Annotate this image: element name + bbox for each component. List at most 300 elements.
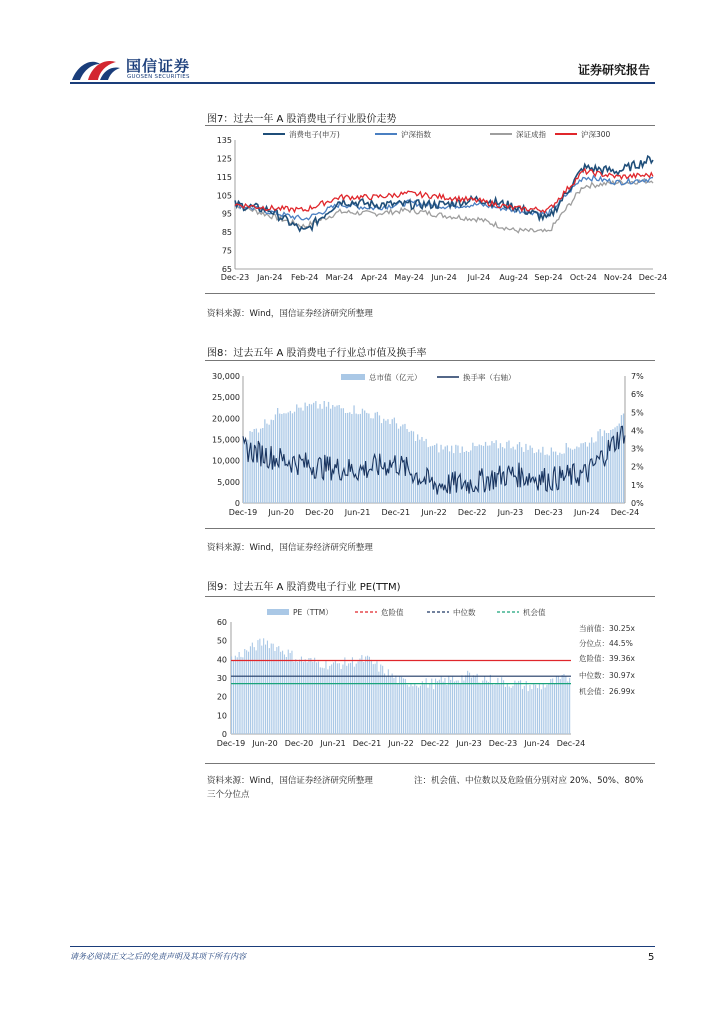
page-number: 5 bbox=[648, 952, 655, 963]
market-cap-bar bbox=[328, 402, 329, 503]
pe-bar bbox=[358, 661, 359, 734]
x-tick-label: Dec-21 bbox=[381, 508, 411, 517]
pe-bar bbox=[295, 659, 296, 734]
pe-bar bbox=[469, 673, 470, 734]
market-cap-bar bbox=[595, 442, 596, 504]
pe-bar bbox=[356, 664, 357, 734]
pe-bar bbox=[518, 681, 519, 734]
pe-bar bbox=[450, 680, 451, 734]
y-tick-label: 75 bbox=[221, 246, 232, 256]
pe-bar bbox=[439, 680, 440, 734]
pe-bar bbox=[397, 684, 398, 734]
market-cap-bar bbox=[434, 445, 435, 503]
market-cap-bar bbox=[368, 414, 369, 504]
pe-bar bbox=[231, 657, 232, 735]
pe-bar bbox=[342, 665, 343, 735]
fig9-note-line1: 注：机会值、中位数以及危险值分别对应 20%、50%、80% bbox=[414, 776, 644, 786]
x-tick-label: Dec-23 bbox=[220, 273, 250, 282]
legend-label: 危险值 bbox=[381, 608, 404, 617]
market-cap-bar bbox=[508, 441, 509, 504]
pe-bar bbox=[535, 685, 536, 734]
pe-bar bbox=[257, 640, 258, 734]
x-tick-label: Jun-24 bbox=[431, 273, 457, 282]
market-cap-bar bbox=[532, 448, 533, 503]
pe-bar bbox=[267, 641, 268, 734]
pe-bar bbox=[327, 669, 328, 734]
pe-bar bbox=[533, 684, 534, 734]
pe-bar bbox=[505, 687, 506, 734]
pe-bar bbox=[484, 677, 485, 735]
x-tick-label: Jun-21 bbox=[344, 508, 371, 517]
left-y-tick-label: 15,000 bbox=[212, 435, 240, 445]
pe-bar bbox=[395, 676, 396, 735]
fig9-top-rule bbox=[205, 596, 655, 597]
pe-bar bbox=[501, 677, 502, 734]
market-cap-bar bbox=[623, 414, 624, 504]
market-cap-bar bbox=[385, 421, 386, 503]
pe-bar bbox=[514, 681, 515, 734]
pe-bar bbox=[308, 658, 309, 734]
pe-bar bbox=[307, 662, 308, 734]
pe-bar bbox=[331, 664, 332, 734]
pe-bar bbox=[265, 645, 266, 734]
pe-bar bbox=[341, 669, 342, 734]
pe-bar bbox=[409, 687, 410, 734]
x-tick-label: Dec-20 bbox=[305, 508, 334, 517]
market-cap-bar bbox=[309, 404, 310, 503]
x-tick-label: Mar-24 bbox=[325, 273, 354, 282]
pe-bar bbox=[299, 660, 300, 734]
market-cap-bar bbox=[366, 413, 367, 503]
pe-bar bbox=[548, 684, 549, 735]
pe-bar bbox=[401, 677, 402, 734]
fig8-title: 图8：过去五年 A 股消费电子行业总市值及换手率 bbox=[207, 348, 427, 359]
x-tick-label: Jan-24 bbox=[257, 273, 283, 282]
pe-bar bbox=[286, 657, 287, 734]
market-cap-bar bbox=[496, 440, 497, 503]
x-tick-label: Dec-20 bbox=[284, 739, 314, 748]
market-cap-bar bbox=[423, 441, 424, 503]
market-cap-bar bbox=[290, 411, 291, 503]
footer-disclaimer: 请务必阅读正文之后的免责声明及其项下所有内容 bbox=[70, 952, 246, 961]
market-cap-bar bbox=[285, 413, 286, 503]
x-tick-label: Dec-23 bbox=[488, 739, 518, 748]
pe-bar bbox=[520, 680, 521, 734]
x-tick-label: Jun-21 bbox=[320, 739, 346, 748]
pe-bar bbox=[437, 681, 438, 734]
pe-bar bbox=[239, 652, 240, 734]
x-tick-label: Jun-22 bbox=[388, 739, 414, 748]
pe-bar bbox=[441, 677, 442, 734]
pe-bar bbox=[552, 679, 553, 735]
market-cap-bar bbox=[476, 446, 477, 503]
pe-bar bbox=[365, 657, 366, 735]
x-tick-label: Nov-24 bbox=[603, 273, 633, 282]
market-cap-bar bbox=[326, 407, 327, 503]
market-cap-bar bbox=[474, 446, 475, 503]
market-cap-bar bbox=[256, 429, 257, 503]
x-tick-label: Jun-24 bbox=[574, 508, 600, 517]
right-y-tick-label: 6% bbox=[631, 390, 644, 400]
market-cap-bar bbox=[487, 446, 488, 503]
pe-bar bbox=[546, 685, 547, 734]
market-cap-bar bbox=[277, 408, 278, 503]
pe-bar bbox=[259, 639, 260, 734]
market-cap-bar bbox=[402, 425, 403, 504]
market-cap-bar bbox=[360, 414, 361, 503]
legend-label: 沪深300 bbox=[581, 130, 611, 139]
market-cap-bar bbox=[307, 406, 308, 503]
x-tick-label: Apr-24 bbox=[361, 273, 388, 282]
y-tick-label: 30 bbox=[216, 674, 227, 683]
x-tick-label: Dec-22 bbox=[420, 739, 450, 748]
pe-bar bbox=[312, 662, 313, 734]
pe-bar bbox=[237, 657, 238, 734]
market-cap-bar bbox=[551, 448, 552, 504]
pe-bar bbox=[418, 688, 419, 734]
right-y-tick-label: 1% bbox=[631, 480, 644, 490]
y-tick-label: 135 bbox=[216, 136, 232, 145]
legend-label: 中位数 bbox=[453, 608, 476, 617]
fig9-source: 资料来源：Wind，国信证券经济研究所整理 bbox=[207, 776, 373, 786]
legend-swatch bbox=[341, 374, 365, 380]
pe-bar bbox=[392, 674, 393, 735]
pe-bar bbox=[431, 679, 432, 734]
pe-bar bbox=[369, 657, 370, 734]
market-cap-bar bbox=[534, 453, 535, 503]
pe-bar bbox=[511, 688, 512, 734]
market-cap-bar bbox=[362, 409, 363, 503]
pe-bar bbox=[567, 682, 568, 735]
market-cap-bar bbox=[249, 431, 250, 503]
market-cap-bar bbox=[296, 404, 297, 503]
pe-bar bbox=[471, 678, 472, 734]
x-tick-label: Jun-20 bbox=[268, 508, 294, 517]
pe-bar bbox=[250, 646, 251, 734]
market-cap-bar bbox=[430, 446, 431, 503]
pe-bar bbox=[494, 685, 495, 734]
right-y-tick-label: 3% bbox=[631, 444, 644, 454]
pe-bar bbox=[560, 679, 561, 734]
pe-bar bbox=[297, 662, 298, 734]
pe-bar bbox=[244, 649, 245, 734]
pe-bar bbox=[554, 684, 555, 734]
x-tick-label: Aug-24 bbox=[499, 273, 529, 282]
market-cap-bar bbox=[443, 450, 444, 504]
market-cap-bar bbox=[341, 408, 342, 503]
market-cap-bar bbox=[319, 404, 320, 503]
market-cap-bar bbox=[288, 412, 289, 503]
pe-bar bbox=[384, 674, 385, 735]
market-cap-bar bbox=[311, 404, 312, 503]
fig7-top-rule bbox=[205, 125, 655, 126]
pe-bar bbox=[499, 684, 500, 734]
fig8-combo-chart bbox=[205, 364, 657, 524]
pe-annotation: 分位点：44.5% bbox=[579, 639, 633, 648]
market-cap-bar bbox=[421, 437, 422, 503]
pe-bar bbox=[375, 664, 376, 734]
pe-bar bbox=[314, 658, 315, 734]
guosen-logo bbox=[70, 52, 122, 84]
series-line-0 bbox=[235, 156, 653, 231]
pe-bar bbox=[524, 686, 525, 734]
left-y-tick-label: 0 bbox=[234, 499, 240, 508]
market-cap-bar bbox=[332, 405, 333, 503]
series-line-3 bbox=[235, 169, 653, 213]
pe-bar bbox=[261, 646, 262, 734]
market-cap-bar bbox=[576, 447, 577, 504]
report-type: 证券研究报告 bbox=[578, 63, 651, 77]
pe-bar bbox=[405, 679, 406, 734]
pe-bar bbox=[242, 657, 243, 734]
market-cap-bar bbox=[489, 445, 490, 503]
right-y-tick-label: 4% bbox=[631, 426, 644, 436]
pe-bar bbox=[388, 669, 389, 734]
market-cap-bar bbox=[349, 412, 350, 503]
pe-bar bbox=[320, 667, 321, 734]
x-tick-label: May-24 bbox=[394, 273, 424, 282]
pe-bar bbox=[507, 683, 508, 734]
market-cap-bar bbox=[417, 434, 418, 503]
market-cap-bar bbox=[597, 431, 598, 503]
pe-bar bbox=[512, 686, 513, 734]
pe-bar bbox=[458, 680, 459, 734]
y-tick-label: 105 bbox=[216, 191, 232, 201]
pe-annotation: 机会值：26.99x bbox=[579, 687, 635, 696]
pe-annotation: 危险值：39.36x bbox=[579, 654, 635, 663]
pe-bar bbox=[367, 656, 368, 734]
pe-bar bbox=[454, 682, 455, 735]
x-tick-label: Dec-24 bbox=[556, 739, 586, 748]
market-cap-bar bbox=[557, 455, 558, 503]
right-y-tick-label: 5% bbox=[631, 408, 644, 418]
market-cap-bar bbox=[468, 452, 469, 503]
legend-label: 消费电子(申万) bbox=[289, 130, 340, 139]
pe-bar bbox=[429, 683, 430, 734]
pe-bar bbox=[416, 686, 417, 734]
pe-bar bbox=[446, 685, 447, 734]
pe-bar bbox=[263, 638, 264, 734]
market-cap-bar bbox=[438, 452, 439, 503]
fig7-bottom-rule bbox=[205, 293, 655, 294]
x-tick-label: Dec-22 bbox=[457, 508, 487, 517]
pe-bar bbox=[248, 652, 249, 734]
pe-bar bbox=[486, 681, 487, 734]
fig8-bottom-rule bbox=[205, 528, 655, 529]
market-cap-bar bbox=[302, 411, 303, 503]
pe-bar bbox=[278, 646, 279, 734]
x-tick-label: Dec-24 bbox=[638, 273, 668, 282]
pe-bar bbox=[497, 678, 498, 734]
market-cap-bar bbox=[525, 444, 526, 503]
pe-bar bbox=[280, 652, 281, 734]
market-cap-bar bbox=[536, 452, 537, 503]
pe-bar bbox=[399, 676, 400, 734]
market-cap-bar bbox=[445, 447, 446, 504]
market-cap-bar bbox=[353, 405, 354, 503]
left-y-tick-label: 20,000 bbox=[212, 414, 240, 424]
pe-bar bbox=[528, 691, 529, 734]
x-tick-label: Jun-23 bbox=[456, 739, 482, 748]
fig9-bottom-rule bbox=[205, 763, 655, 764]
pe-bar bbox=[477, 674, 478, 734]
market-cap-bar bbox=[447, 445, 448, 503]
pe-bar bbox=[371, 660, 372, 734]
fig9-pe-chart bbox=[205, 600, 657, 760]
pe-bar bbox=[233, 660, 234, 734]
market-cap-bar bbox=[252, 432, 253, 503]
market-cap-bar bbox=[485, 442, 486, 503]
header-rule bbox=[70, 82, 655, 84]
y-tick-label: 0 bbox=[221, 730, 227, 739]
y-tick-label: 65 bbox=[221, 265, 232, 274]
pe-bar bbox=[412, 686, 413, 734]
x-tick-label: Jun-20 bbox=[252, 739, 278, 748]
pe-bar bbox=[252, 643, 253, 734]
left-y-tick-label: 30,000 bbox=[212, 372, 240, 381]
market-cap-bar bbox=[593, 443, 594, 503]
x-tick-label: Dec-21 bbox=[352, 739, 382, 748]
pe-bar bbox=[378, 672, 379, 734]
y-tick-label: 125 bbox=[216, 154, 232, 164]
fig7-source: 资料来源：Wind，国信证券经济研究所整理 bbox=[207, 309, 373, 319]
x-tick-label: Dec-24 bbox=[610, 508, 640, 517]
market-cap-bar bbox=[339, 405, 340, 503]
pe-bar bbox=[333, 662, 334, 734]
pe-bar bbox=[337, 663, 338, 734]
market-cap-bar bbox=[409, 432, 410, 503]
y-tick-label: 20 bbox=[216, 692, 227, 702]
pe-bar bbox=[563, 674, 564, 734]
pe-bar bbox=[301, 657, 302, 734]
pe-bar bbox=[271, 644, 272, 735]
x-tick-label: Jun-24 bbox=[524, 739, 550, 748]
pe-bar bbox=[427, 688, 428, 734]
market-cap-bar bbox=[324, 401, 325, 503]
pe-bar bbox=[324, 668, 325, 734]
pe-bar bbox=[503, 680, 504, 734]
market-cap-bar bbox=[315, 401, 316, 503]
market-cap-bar bbox=[591, 437, 592, 503]
pe-bar bbox=[482, 681, 483, 734]
pe-bar bbox=[475, 676, 476, 734]
legend-label: 总市值（亿元） bbox=[369, 373, 422, 382]
series-line-2 bbox=[235, 179, 653, 233]
market-cap-bar bbox=[413, 431, 414, 503]
right-y-tick-label: 2% bbox=[631, 462, 644, 472]
market-cap-bar bbox=[351, 414, 352, 503]
market-cap-bar bbox=[245, 443, 246, 503]
pe-bar bbox=[291, 651, 292, 734]
market-cap-bar bbox=[336, 406, 337, 504]
pe-bar bbox=[386, 677, 387, 734]
y-tick-label: 50 bbox=[216, 636, 227, 646]
x-tick-label: Dec-19 bbox=[216, 739, 246, 748]
market-cap-bar bbox=[345, 413, 346, 503]
pe-bar bbox=[495, 684, 496, 734]
pe-bar bbox=[516, 683, 517, 734]
pe-bar bbox=[318, 662, 319, 735]
market-cap-bar bbox=[254, 429, 255, 503]
pe-bar bbox=[545, 688, 546, 735]
right-y-tick-label: 0% bbox=[631, 499, 644, 508]
market-cap-bar bbox=[377, 412, 378, 503]
market-cap-bar bbox=[415, 441, 416, 503]
legend-label: 深证成指 bbox=[516, 130, 546, 139]
left-y-tick-label: 10,000 bbox=[212, 456, 240, 466]
pe-bar bbox=[543, 684, 544, 735]
market-cap-bar bbox=[602, 436, 603, 503]
pe-bar bbox=[407, 685, 408, 734]
market-cap-bar bbox=[472, 443, 473, 503]
pe-bar bbox=[288, 650, 289, 734]
market-cap-bar bbox=[330, 409, 331, 503]
pe-bar bbox=[256, 650, 257, 734]
legend-label: PE（TTM） bbox=[293, 608, 333, 617]
pe-bar bbox=[492, 684, 493, 734]
pe-bar bbox=[240, 657, 241, 734]
pe-bar bbox=[529, 685, 530, 734]
pe-bar bbox=[444, 678, 445, 734]
pe-bar bbox=[303, 662, 304, 734]
pe-bar bbox=[373, 664, 374, 734]
y-tick-label: 95 bbox=[221, 209, 232, 219]
pe-bar bbox=[426, 678, 427, 734]
y-tick-label: 60 bbox=[216, 618, 227, 627]
pe-bar bbox=[460, 683, 461, 734]
pe-bar bbox=[539, 684, 540, 734]
logo-cn-text: 国信证券 bbox=[126, 57, 191, 75]
fig9-title: 图9：过去五年 A 股消费电子行业 PE(TTM) bbox=[207, 582, 401, 593]
pe-bar bbox=[284, 655, 285, 735]
x-tick-label: Jun-22 bbox=[421, 508, 447, 517]
x-tick-label: Oct-24 bbox=[569, 273, 597, 282]
market-cap-bar bbox=[322, 409, 323, 503]
legend-label: 沪深指数 bbox=[401, 130, 431, 139]
market-cap-bar bbox=[370, 418, 371, 503]
market-cap-bar bbox=[614, 427, 615, 503]
pe-bar bbox=[325, 660, 326, 734]
pe-annotation: 中位数：30.97x bbox=[579, 671, 635, 680]
market-cap-bar bbox=[387, 419, 388, 503]
market-cap-bar bbox=[300, 408, 301, 503]
pe-bar bbox=[435, 679, 436, 734]
pe-bar bbox=[293, 662, 294, 734]
pe-bar bbox=[352, 657, 353, 734]
market-cap-bar bbox=[262, 428, 263, 503]
pe-bar bbox=[448, 676, 449, 734]
pe-bar bbox=[456, 681, 457, 734]
pe-annotation: 当前值：30.25x bbox=[579, 624, 635, 633]
market-cap-bar bbox=[464, 452, 465, 503]
market-cap-bar bbox=[470, 450, 471, 503]
pe-bar bbox=[478, 683, 479, 734]
x-tick-label: Jul-24 bbox=[467, 273, 491, 282]
fig8-source: 资料来源：Wind，国信证券经济研究所整理 bbox=[207, 543, 373, 553]
pe-bar bbox=[376, 661, 377, 734]
market-cap-bar bbox=[462, 447, 463, 504]
market-cap-bar bbox=[398, 429, 399, 503]
pe-bar bbox=[541, 689, 542, 734]
market-cap-bar bbox=[419, 440, 420, 503]
logo-en-text: GUOSEN SECURITIES bbox=[127, 74, 190, 80]
pe-bar bbox=[558, 676, 559, 734]
pe-bar bbox=[273, 644, 274, 734]
left-y-tick-label: 25,000 bbox=[212, 393, 240, 403]
y-tick-label: 115 bbox=[216, 172, 232, 182]
right-y-tick-label: 7% bbox=[631, 372, 644, 381]
pe-bar bbox=[565, 676, 566, 734]
